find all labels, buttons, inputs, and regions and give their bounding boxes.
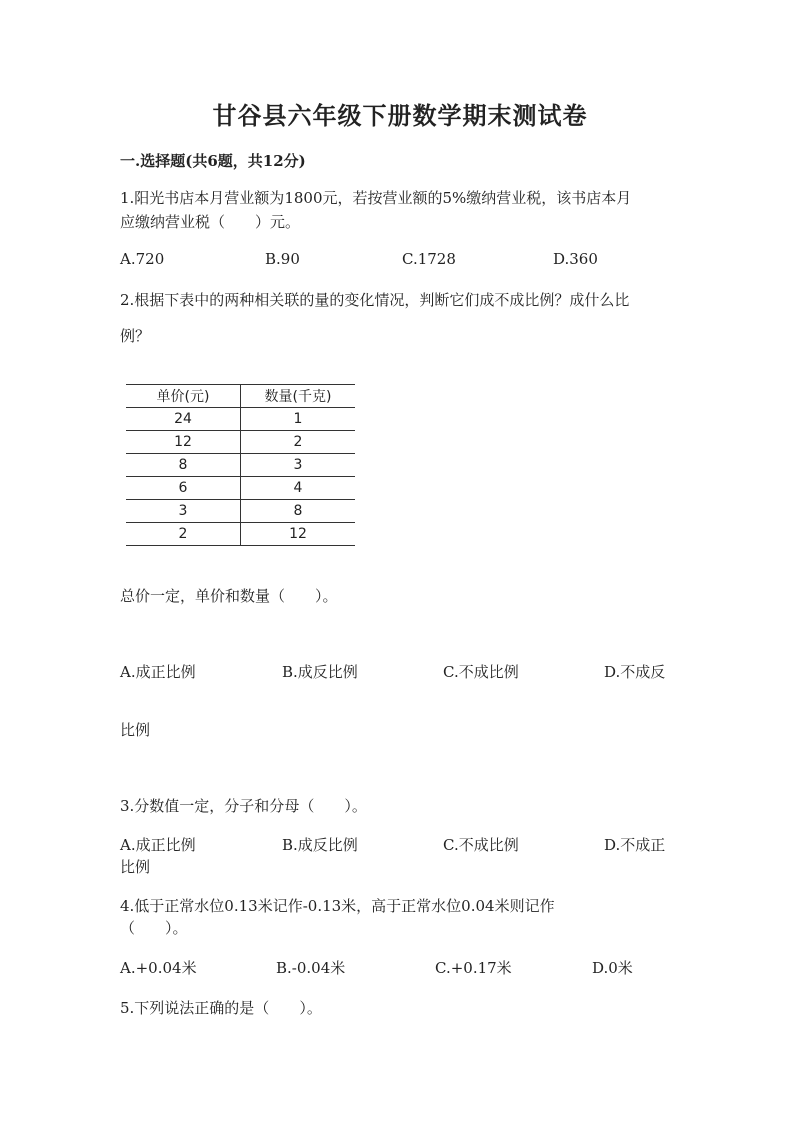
table-header-cell: 数量(千克)	[241, 385, 356, 408]
page-title: 甘谷县六年级下册数学期末测试卷	[212, 101, 588, 130]
table-row	[126, 477, 355, 500]
table-header-row	[126, 385, 355, 408]
question-4-line-1: 4.低于正常水位0.13米记作-0.13米，高于正常水位0.04米则记作	[120, 897, 555, 915]
question-2-option-b: B.成反比例	[282, 663, 358, 681]
table-cell: 6	[126, 477, 241, 500]
question-3-option-d-wrap: 比例	[120, 858, 151, 876]
question-1-option-c: C.1728	[402, 250, 456, 268]
question-4-option-c: C.+0.17米	[435, 959, 512, 977]
table-cell: 3	[126, 500, 241, 523]
question-2-line-2: 例？	[120, 327, 151, 345]
question-4-line-2: （ ）。	[120, 919, 188, 937]
table-cell: 2	[241, 431, 356, 454]
table-cell: 4	[241, 477, 356, 500]
question-2-stem: 总价一定，单价和数量（ ）。	[120, 587, 338, 605]
question-2-option-c: C.不成比例	[443, 663, 519, 681]
section-heading: 一.选择题(共6题，共12分)	[120, 152, 306, 170]
question-1-option-b: B.90	[265, 250, 300, 268]
table-row	[126, 408, 355, 431]
question-3-option-b: B.成反比例	[282, 836, 358, 854]
question-1-option-d: D.360	[553, 250, 598, 268]
table-cell: 8	[241, 500, 356, 523]
question-1-line-2: 应缴纳营业税（ ）元。	[120, 213, 301, 231]
table-cell: 3	[241, 454, 356, 477]
question-4-option-d: D.0米	[592, 959, 633, 977]
question-5-line-1: 5.下列说法正确的是（ ）。	[120, 999, 322, 1017]
question-4-option-b: B.-0.04米	[276, 959, 346, 977]
question-2-line-1: 2.根据下表中的两种相关联的量的变化情况，判断它们成不成比例？成什么比	[120, 291, 630, 309]
question-4-option-a: A.+0.04米	[120, 959, 197, 977]
table-cell: 24	[126, 408, 241, 431]
question-3-line-1: 3.分数值一定，分子和分母（ ）。	[120, 797, 367, 815]
table-cell: 1	[241, 408, 356, 431]
table-row	[126, 523, 355, 546]
question-2-option-d-wrap: 比例	[120, 721, 151, 739]
table-cell: 12	[241, 523, 356, 546]
question-3-option-d: D.不成正	[604, 836, 666, 854]
question-1-option-a: A.720	[120, 250, 165, 268]
price-quantity-table	[126, 384, 355, 546]
table-row	[126, 500, 355, 523]
question-3-option-a: A.成正比例	[120, 836, 196, 854]
table-cell: 2	[126, 523, 241, 546]
question-1-line-1: 1.阳光书店本月营业额为1800元，若按营业额的5%缴纳营业税，该书店本月	[120, 189, 632, 207]
table-cell: 8	[126, 454, 241, 477]
question-2-option-d: D.不成反	[604, 663, 666, 681]
table-cell: 12	[126, 431, 241, 454]
table-header-cell: 单价(元)	[126, 385, 241, 408]
question-3-option-c: C.不成比例	[443, 836, 519, 854]
table-row	[126, 454, 355, 477]
question-2-option-a: A.成正比例	[120, 663, 196, 681]
table-row	[126, 431, 355, 454]
